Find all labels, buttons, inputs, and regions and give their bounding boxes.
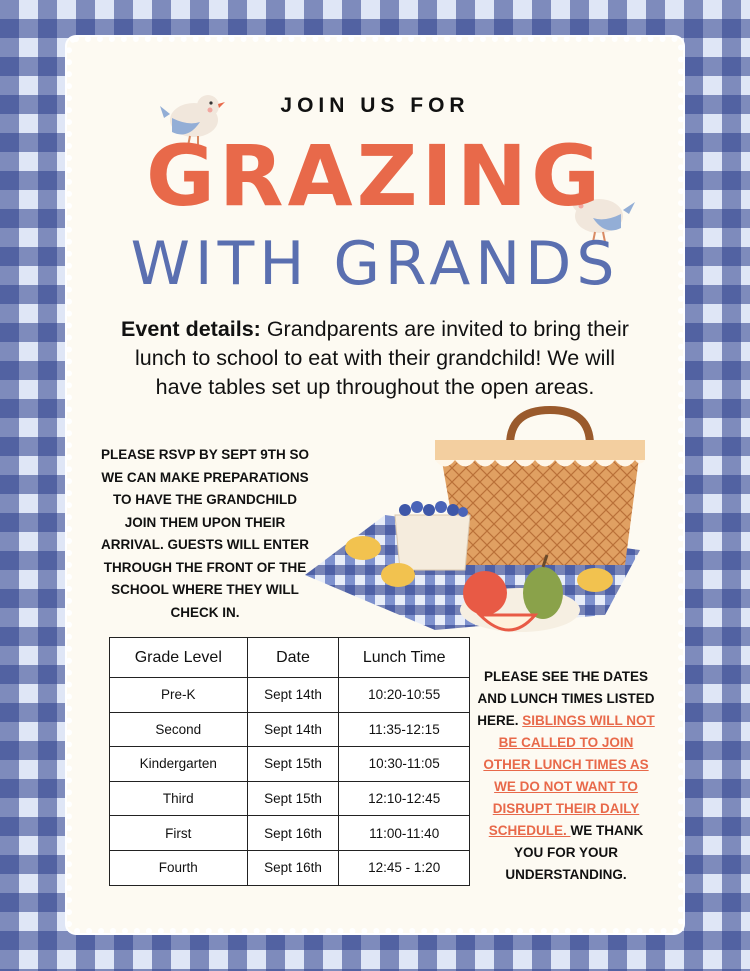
grade-cell: Fourth — [110, 850, 248, 885]
time-cell: 11:00-11:40 — [339, 816, 470, 851]
time-cell: 12:10-12:45 — [339, 781, 470, 816]
notice-warning: SIBLINGS WILL NOT BE CALLED TO JOIN OTHER LUNCH TIMES AS WE DO NOT WANT TO DISRUPT THEIR DAILY SCHEDULE. — [483, 713, 655, 838]
table-row — [110, 850, 470, 885]
event-details — [110, 315, 640, 402]
grade-cell: Pre-K — [110, 678, 248, 713]
event-details-label: Event details: — [121, 317, 261, 341]
table-row — [110, 747, 470, 782]
column-header: Date — [247, 638, 339, 678]
grade-cell: Kindergarten — [110, 747, 248, 782]
rsvp-note: PLEASE RSVP BY SEPT 9TH SO WE CAN MAKE PREPARATIONS TO HAVE THE GRANDCHILD JOIN THEM UPON THEIR ARRIVAL. GUESTS WILL ENTER THROUGH THE FRONT OF THE SCHOOL WHERE THEY WILL CHECK IN. — [100, 447, 310, 620]
grade-cell: Second — [110, 712, 248, 747]
lunch-schedule-table — [109, 637, 470, 886]
time-cell: 12:45 - 1:20 — [339, 850, 470, 885]
page-subtitle: WITH GRANDS — [130, 229, 620, 299]
date-cell: Sept 16th — [247, 816, 339, 851]
event-details-text: Grandparents are invited to bring their lunch to school to eat with their grandchild! We will have tables set up throughout the open areas. — [134, 317, 629, 399]
time-cell: 10:30-11:05 — [339, 747, 470, 782]
time-cell: 10:20-10:55 — [339, 678, 470, 713]
date-cell: Sept 15th — [247, 747, 339, 782]
date-cell: Sept 16th — [247, 850, 339, 885]
sibling-notice — [476, 666, 656, 886]
column-header: Lunch Time — [339, 638, 470, 678]
notice-thanks: WE THANK YOU FOR YOUR UNDERSTANDING. — [505, 823, 644, 882]
page-title: GRAZING — [145, 127, 605, 225]
date-cell: Sept 14th — [247, 712, 339, 747]
notice-intro: PLEASE SEE THE DATES AND LUNCH TIMES LISTED HERE. — [477, 669, 655, 728]
picnic-basket-illustration — [305, 405, 650, 645]
table-row — [110, 781, 470, 816]
time-cell: 11:35-12:15 — [339, 712, 470, 747]
column-header: Grade Level — [110, 638, 248, 678]
table-header-row — [110, 638, 470, 678]
date-cell: Sept 15th — [247, 781, 339, 816]
join-heading: JOIN US FOR — [280, 94, 470, 117]
table-row — [110, 816, 470, 851]
date-cell: Sept 14th — [247, 678, 339, 713]
table-row — [110, 712, 470, 747]
grade-cell: First — [110, 816, 248, 851]
grade-cell: Third — [110, 781, 248, 816]
table-row — [110, 678, 470, 713]
